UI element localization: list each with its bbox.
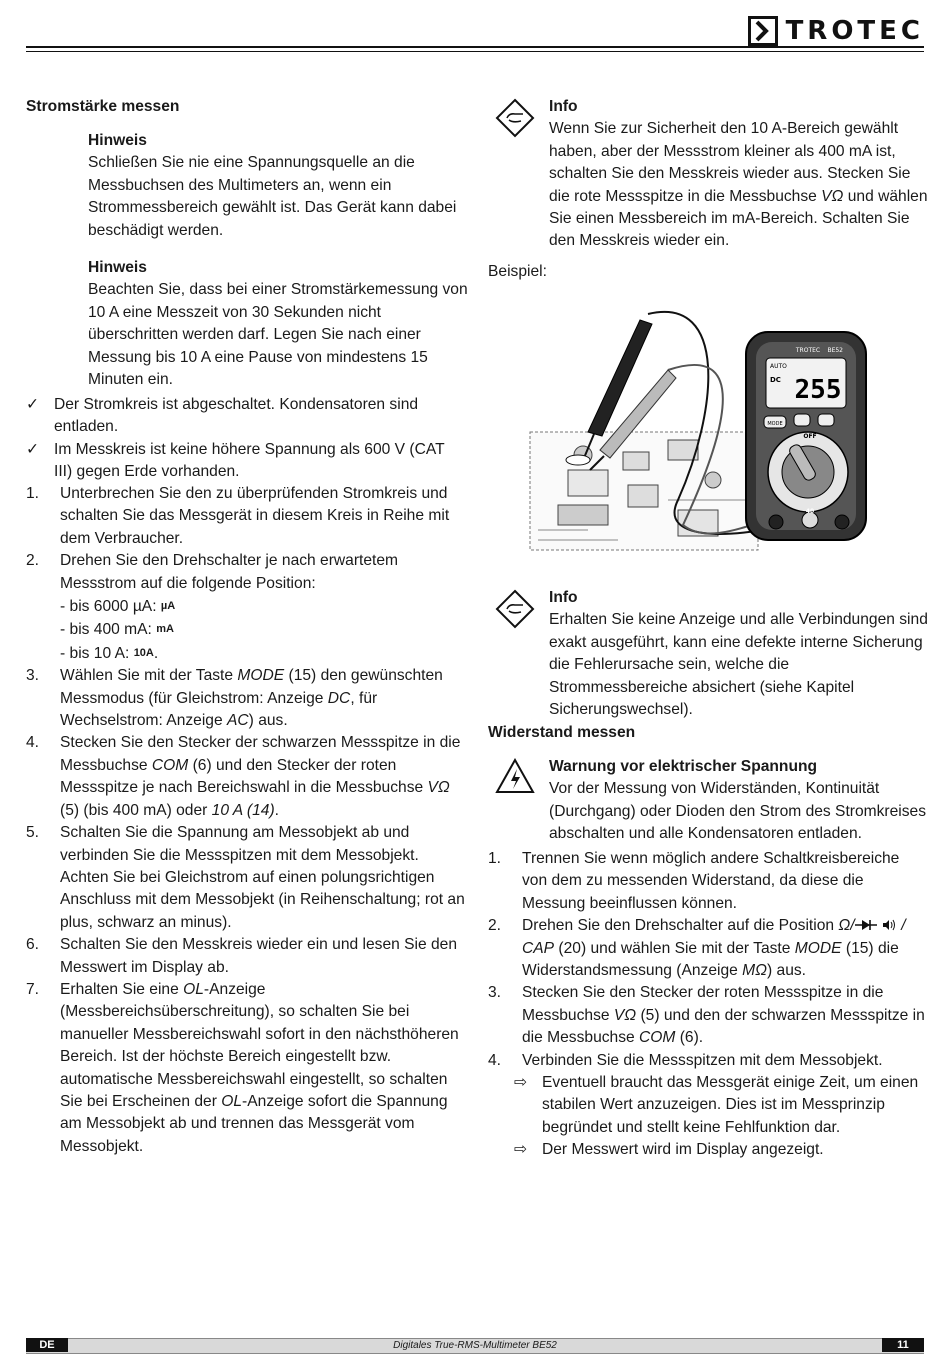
- range-symbol-icon: 10A: [133, 646, 154, 659]
- note-2: [88, 257, 468, 391]
- continuity-sound-icon: [881, 919, 897, 931]
- checkmark-icon: ✓: [26, 440, 40, 458]
- list-item: 4. Stecken Sie den Stecker der schwarzen Messspitze in die Messbuchse COM (6) und den Stecker der roten Messspitze je nach Bereichswahl in die Messbuchse VΩ (5) (bis 400 mA) oder 10 A (14).: [26, 734, 461, 819]
- list-item: 3. Stecken Sie den Stecker der roten Messspitze in die Messbuchse VΩ (5) und den der schwarzen Messspitze in die Messbuchse COM (6).: [488, 984, 925, 1047]
- header-rule-thin: [26, 51, 924, 52]
- check-item: ✓ Im Messkreis ist keine höhere Spannung als 600 V (CAT III) gegen Erde vorhanden.: [26, 439, 446, 484]
- meter-model: BE52: [827, 347, 843, 354]
- multimeter-illustration: [528, 300, 928, 555]
- warning-text: Vor der Messung von Widerständen, Kontinuität (Durchgang) oder Dioden den Strom des Stromkreises abschalten und alle Kondensatoren entladen.: [549, 780, 927, 843]
- note-text: Schließen Sie nie eine Spannungsquelle an die Messbuchsen des Multimeters an, wenn ein Strommessbereich gewählt ist. Das Gerät kann dabei beschädigt werden.: [88, 154, 457, 239]
- result-item: ⇨ Der Messwert wird im Display angezeigt.: [514, 1139, 928, 1161]
- section-heading-current: Stromstärke messen: [26, 98, 180, 115]
- high-voltage-warning-icon: [495, 758, 535, 799]
- page-number: 11: [882, 1338, 924, 1352]
- checkmark-icon: ✓: [26, 396, 40, 413]
- brand-logo: [748, 14, 924, 48]
- example-label: Beispiel:: [488, 263, 547, 280]
- note-1: [88, 130, 468, 242]
- info-text: Wenn Sie zur Sicherheit den 10 A-Bereich gewählt haben, aber der Messstrom kleiner als 400 mA ist, schalten Sie den Messkreis wieder aus. Stecken Sie die rote Messspitze in die Messbuchse VΩ und wählen Sie einen Messbereich im mA-Bereich. Schalten Sie den Messkreis wieder ein.: [549, 120, 928, 250]
- note-title: Hinweis: [88, 132, 147, 149]
- range-option: - bis 10 A: 10A.: [60, 644, 159, 662]
- info-title: Info: [549, 589, 578, 606]
- list-item: 7. Erhalten Sie eine OL-Anzeige (Messbereichsüberschreitung), so schalten Sie bei manueller Messbereichswahl sofort in den nächsthöheren Bereich. Ist der höchste Bereich eingestellt bzw. automatische Messbereichswahl eingestellt, so schalten Sie bei Erscheinen der OL-Anzeige sofort die Spannung am Messobjekt ab und trennen das Messgerät vom Messobjekt.: [26, 980, 459, 1155]
- list-item: 5. Schalten Sie die Spannung am Messobjekt ab und verbinden Sie die Messspitzen mit dem Messobjekt. Achten Sie bei Gleichstrom auf einen polungsrichtigen Anschluss mit dem Messobjekt (in Reihenschaltung; rot an plus, schwarz an minus).: [26, 824, 465, 931]
- preconditions-list: [26, 394, 446, 484]
- info-note-2: [549, 587, 929, 721]
- list-item: 4. Verbinden Sie die Messspitzen mit dem Messobjekt.: [488, 1051, 883, 1069]
- note-text: Beachten Sie, dass bei einer Stromstärkemessung von 10 A eine Messzeit von 30 Sekunden nicht überschritten werden darf. Legen Sie nach einer Messung bis 10 A eine Pause von mindestens 15 Minuten ein.: [88, 281, 468, 389]
- footer-language: DE: [26, 1338, 68, 1352]
- meter-jack-label: 40: [805, 508, 815, 515]
- brand-name: TROTEC: [785, 16, 924, 46]
- section-heading-resistance: Widerstand messen: [488, 724, 636, 741]
- meter-display-value: 255: [794, 375, 842, 405]
- current-steps-list: [26, 483, 466, 1158]
- arrow-right-icon: ⇨: [514, 1074, 528, 1092]
- note-title: Hinweis: [88, 259, 147, 276]
- list-item: 1. Trennen Sie wenn möglich andere Schaltkreisbereiche von dem zu messenden Widerstand, da diese die Messung beeinflussen können.: [488, 850, 900, 912]
- arrow-right-icon: ⇨: [514, 1141, 528, 1159]
- list-item: 3. Wählen Sie mit der Taste MODE (15) den gewünschten Messmodus (für Gleichstrom: Anzeige DC, für Wechselstrom: Anzeige AC) aus.: [26, 667, 443, 730]
- chevron-right-icon: [748, 16, 778, 46]
- result-item: ⇨ Eventuell braucht das Messgerät einige Zeit, um einen stabilen Wert anzuzeigen. Dies ist im Messprinzip begründet und stellt keine Fehlfunktion dar.: [514, 1072, 928, 1139]
- range-symbol-icon: mA: [156, 623, 174, 636]
- check-item: ✓ Der Stromkreis ist abgeschaltet. Kondensatoren sind entladen.: [26, 394, 446, 439]
- list-item: 2. Drehen Sie den Drehschalter auf die Position Ω/ / CAP (20) und wählen Sie mit der Taste MODE (15) die Widerstandsmessung (Anzeige MΩ) aus.: [488, 917, 906, 980]
- meter-brand: TROTEC: [795, 347, 821, 354]
- list-item: 1. Unterbrechen Sie den zu überprüfenden Stromkreis und schalten Sie das Messgerät in diesem Kreis in Reihe mit dem Verbraucher.: [26, 485, 450, 547]
- info-text: Erhalten Sie keine Anzeige und alle Verbindungen sind exakt ausgeführt, kann eine defekte interne Sicherung die Fehlerursache sein, welche die Strommessbereiche absichert (siehe Kapitel Sicherungswechsel).: [549, 611, 928, 719]
- meter-mode-label: DC: [770, 376, 781, 384]
- info-icon: [495, 98, 535, 143]
- info-title: Info: [549, 98, 578, 115]
- resistance-steps-list: [488, 848, 928, 1162]
- info-icon: [495, 589, 535, 634]
- range-option: - bis 6000 µA: µA: [60, 598, 176, 616]
- diode-icon: [855, 919, 877, 931]
- info-note-1: [549, 96, 929, 253]
- warning-note: [549, 756, 929, 846]
- range-option: - bis 400 mA: mA: [60, 621, 174, 639]
- meter-off-label: OFF: [803, 433, 817, 440]
- footer-title: Digitales True-RMS-Multimeter BE52: [393, 1340, 557, 1351]
- list-item: 6. Schalten Sie den Messkreis wieder ein und lesen Sie den Messwert im Display ab.: [26, 936, 458, 976]
- header-rule: [26, 46, 924, 48]
- meter-auto-label: AUTO: [770, 363, 787, 370]
- list-item: 2. Drehen Sie den Drehschalter je nach erwartetem Messstrom auf die folgende Position: - bis 6000 µA: µA - bis 400 mA: mA - bis 10 A: 10A.: [26, 550, 466, 665]
- warning-title: Warnung vor elektrischer Spannung: [549, 758, 818, 775]
- meter-mode-button: MODE: [767, 421, 783, 427]
- range-symbol-icon: µA: [160, 600, 176, 613]
